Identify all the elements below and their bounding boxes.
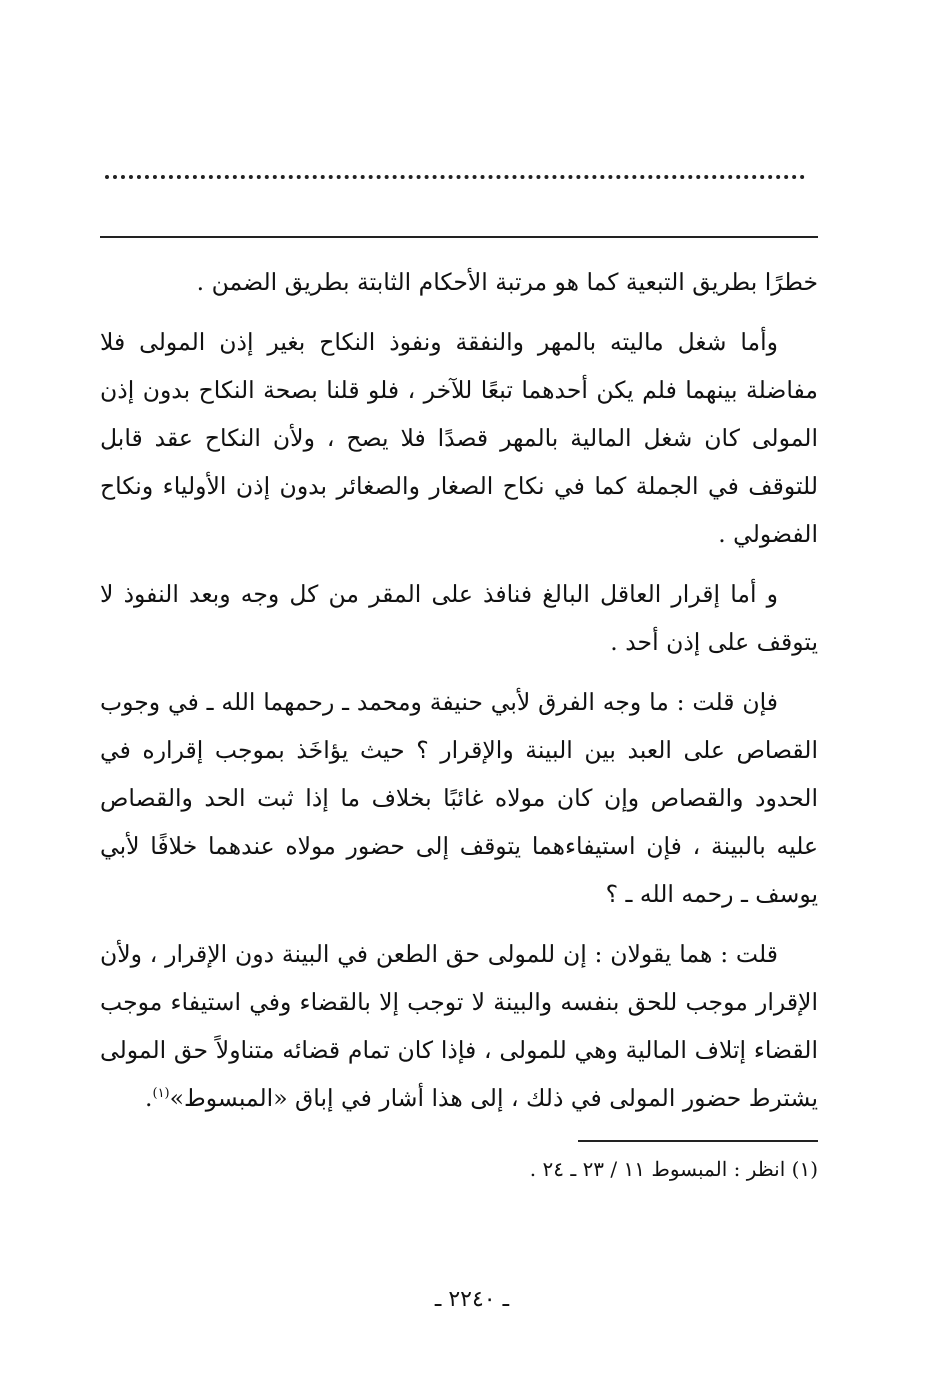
paragraph-2: وأما شغل ماليته بالمهر والنفقة ونفوذ النكاح بغير إذن المولى فلا مفاضلة بينهما فلم يكن أحدهما تبعًا للآخر ، فلو قلنا بصحة النكاح بدون إذن المولى كان شغل المالية بالمهر قصدًا فلا يصح ، ولأن النكاح عقد قابل للتوقف في الجملة كما في نكاح الصغار والصغائر بدون إذن الأولياء ونكاح الفضولي . (100, 328, 818, 548)
paragraph-3: و أما إقرار العاقل البالغ فنافذ على المقر من كل وجه وبعد النفوذ لا يتوقف على إذن أحد . (100, 580, 818, 656)
footnote-reference: (١) (152, 1086, 170, 1102)
header-dotted-rule (105, 175, 805, 191)
main-text (100, 258, 818, 1134)
paragraph-5-end: . (145, 1084, 153, 1112)
footnote: (١) انظر : المبسوط ١١ / ٢٣ ـ ٢٤ . (529, 1157, 818, 1181)
header-rule (100, 236, 818, 238)
paragraph-1: خطرًا بطريق التبعية كما هو مرتبة الأحكام الثابتة بطريق الضمن . (196, 268, 818, 296)
footnote-rule (578, 1140, 818, 1142)
paragraph-4: فإن قلت : ما وجه الفرق لأبي حنيفة ومحمد ـ رحمهما الله ـ في وجوب القصاص على العبد بين البينة والإقرار ؟ حيث يؤاخَذ بموجب إقراره في الحدود والقصاص وإن كان مولاه غائبًا بخلاف ما إذا ثبت الحد والقصاص عليه بالبينة ، فإن استيفاءهما يتوقف إلى حضور مولاه عندهما خلافًا لأبي يوسف ـ رحمه الله ـ ؟ (100, 688, 818, 908)
paragraph-5 (100, 930, 818, 1122)
page-number: ـ ٢٢٤٠ ـ (434, 1287, 510, 1312)
paragraph-5-text: قلت : هما يقولان : إن للمولى حق الطعن في البينة دون الإقرار ، ولأن الإقرار موجب للحق بنفسه والبينة لا توجب إلا بالقضاء وفي استيفاء موجب القضاء إتلاف المالية وهي للمولى ، فإذا كان تمام قضائه متناولاً حق المولى يشترط حضور المولى في ذلك ، إلى هذا أشار في إباق «المبسوط» (100, 940, 818, 1112)
